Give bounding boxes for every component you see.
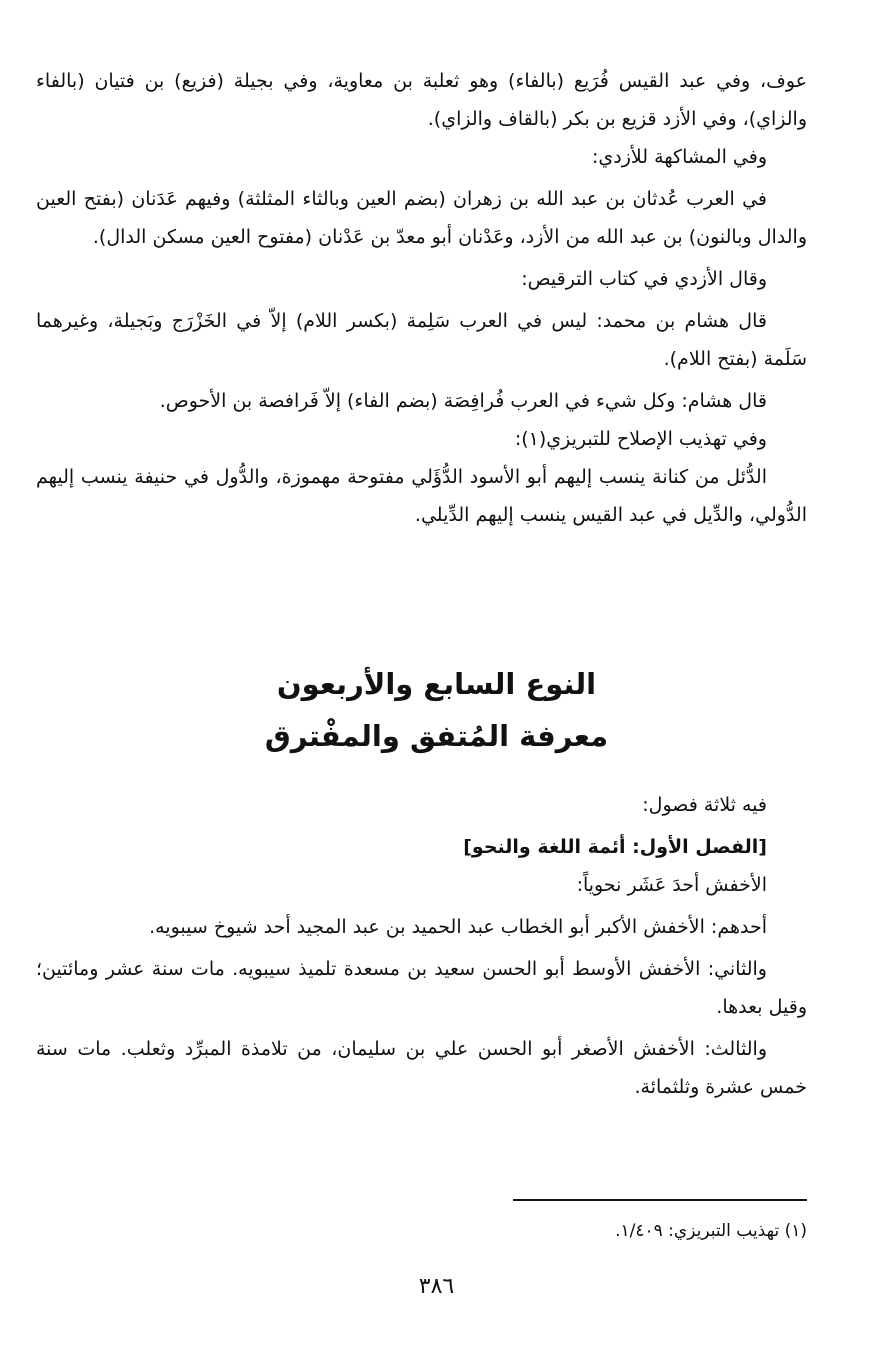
- paragraph-three-chapters: فيه ثلاثة فصول:: [642, 794, 767, 816]
- paragraph-salima: قال هشام بن محمد: ليس في العرب سَلِمة (بكسر اللام) إلاّ في الخَزْرَج وبَجيلة، وغيرهما سَلَمة (بفتح اللام).: [36, 310, 807, 370]
- paragraph-tahdhib-heading: وفي تهذيب الإصلاح للتبريزي(١):: [514, 428, 767, 450]
- paragraph-mushakaha-heading: وفي المشاكهة للأزدي:: [592, 146, 767, 168]
- page-number: ٣٨٦: [418, 1274, 455, 1299]
- paragraph-akhfash-asghar: والثالث: الأخفش الأصغر أبو الحسن علي بن سليمان، من تلامذة المبرِّد وثعلب. مات سنة خمس عشرة وثلثمائة.: [36, 1038, 807, 1098]
- upper-text-block: [36, 62, 807, 534]
- paragraph-udthan: في العرب عُدثان بن عبد الله بن زهران (بضم العين وبالثاء المثلثة) وفيهم عَدَنان (بفتح العين والدال وبالنون) بن عبد الله من الأزد، وعَدْنان أبو معدّ بن عَدْنان (مفتوح العين مسكن الدال).: [36, 188, 807, 248]
- footnote-divider: [513, 1199, 807, 1201]
- footnote: (١) تهذيب التبريزي: ١/٤٠٩.: [615, 1221, 807, 1241]
- paragraph-duil: الدُّئل من كنانة ينسب إليهم أبو الأسود الدُّؤَلي مفتوحة مهموزة، والدُّول في حنيفة ينسب إليهم الدُّولي، والدِّيل في عبد القيس ينسب إليهم الدِّيلي.: [36, 466, 807, 526]
- paragraph-furafisa: قال هشام: وكل شيء في العرب فُرافِصَة (بضم الفاء) إلاّ فَرافصة بن الأحوص.: [159, 390, 767, 412]
- paragraph-tarqis-heading: وقال الأزدي في كتاب الترقيص:: [521, 268, 767, 290]
- section-title: [الفصل الأول: أئمة اللغة والنحو]: [463, 836, 767, 858]
- paragraph-akhfash-count: الأخفش أحدَ عَشَر نحوياً:: [576, 874, 767, 896]
- paragraph-akhfash-akbar: أحدهم: الأخفش الأكبر أبو الخطاب عبد الحميد بن عبد المجيد أحد شيوخ سيبويه.: [149, 916, 767, 938]
- paragraph-awf-fari: عوف، وفي عبد القيس فُرَيع (بالفاء) وهو ثعلبة بن معاوية، وفي بجيلة (فزيع) بن فتيان (بالفاء والزاي)، وفي الأزد قزيع بن بكر (بالقاف والزاي).: [36, 70, 807, 130]
- lower-text-block: [36, 786, 807, 1106]
- paragraph-akhfash-awsat: والثاني: الأخفش الأوسط أبو الحسن سعيد بن مسعدة تلميذ سيبويه. مات سنة عشر ومائتين؛ وقيل بعدها.: [36, 958, 807, 1018]
- chapter-title-heading: معرفة المُتفق والمفْترق: [264, 719, 609, 753]
- chapter-number-heading: النوع السابع والأربعون: [276, 667, 597, 701]
